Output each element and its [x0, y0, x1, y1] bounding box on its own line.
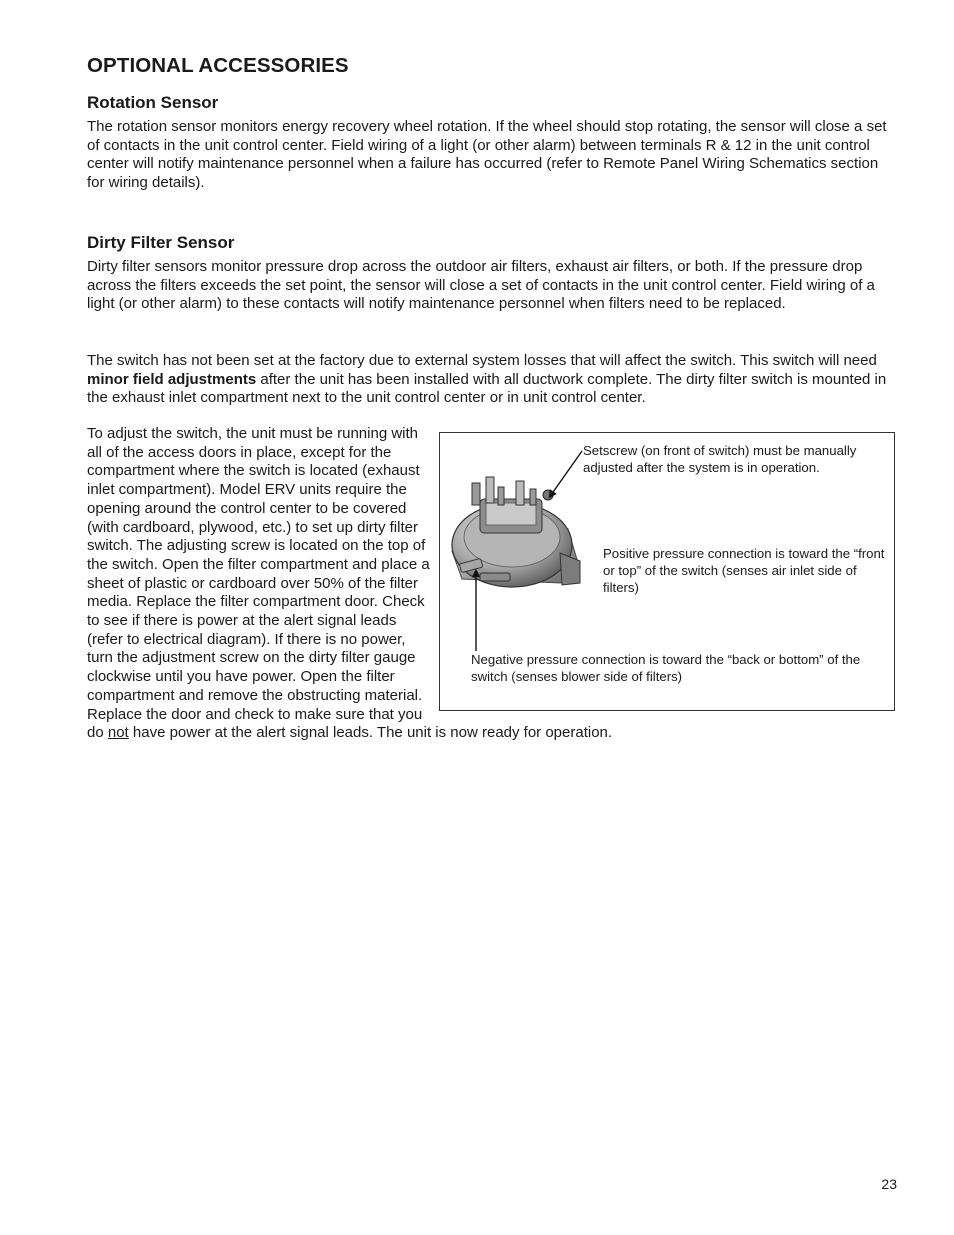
callout-setscrew: Setscrew (on front of switch) must be manually adjusted after the system is in operation.: [583, 443, 857, 475]
callout-negative-pressure: Negative pressure connection is toward the “back or bottom” of the switch (senses blower side of filters): [471, 652, 861, 684]
emphasis-not: not: [107, 724, 129, 742]
rotation-sensor-body: The rotation sensor monitors energy recovery wheel rotation. If the wheel should stop rotating, the sensor will close a set of contacts in the unit control center. Field wiring of a light (or other alarm) between terminals R & 12 in the unit control center will notify maintenance personnel when a failure has occurred (refer to Remote Panel Wiring Schematics section for wiring details).: [87, 118, 887, 192]
dirty-filter-heading: Dirty Filter Sensor: [87, 233, 235, 252]
dirty-filter-para-1: Dirty filter sensors monitor pressure drop across the outdoor air filters, exhaust air filters, or both. If the pressure drop across the filters exceeds the set point, the sensor will close a set of contacts in the unit control center. Field wiring of a light (or other alarm) to these contacts will notify maintenance personnel when filters need to be replaced.: [87, 258, 875, 313]
dirty-filter-para-2: The switch has not been set at the factory due to external system losses that will affect the switch. This switch will need minor field adjustments after the unit has been installed with all ductwork complete. The dirty filter switch is mounted in the exhaust inlet compartment next to the unit control center or in unit control center.: [87, 352, 887, 407]
dirty-filter-para-3: To adjust the switch, the unit must be running with all of the access doors in place, except for the compartment where the switch is located (exhaust inlet compartment). Model ERV units require the opening around the control center to be covered (with cardboard, plywood, etc.) to set up dirty filter switch. The adjusting screw is located on the top of the switch. Open the filter compartment and place a sheet of plastic or cardboard over 50% of the filter media. Replace the filter compartment door. Check to see if there is power at the alert signal leads (refer to electrical diagram). If there is no power, turn the adjustment screw on the dirty filter gauge clockwise until you have power. Open the filter compartment and remove the obstructing material. Replace the door and check to make sure that you do not have power at the alert signal leads. The unit is now ready for operation.: [87, 425, 613, 742]
rotation-sensor-heading: Rotation Sensor: [87, 93, 219, 112]
section-title: OPTIONAL ACCESSORIES: [87, 54, 349, 77]
callout-positive-pressure: Positive pressure connection is toward the “front or top” of the switch (senses air inlet side of filters): [603, 546, 885, 595]
page-number: 23: [881, 1176, 897, 1192]
emphasis-minor-field-adjustments: minor field adjustments: [87, 370, 257, 388]
